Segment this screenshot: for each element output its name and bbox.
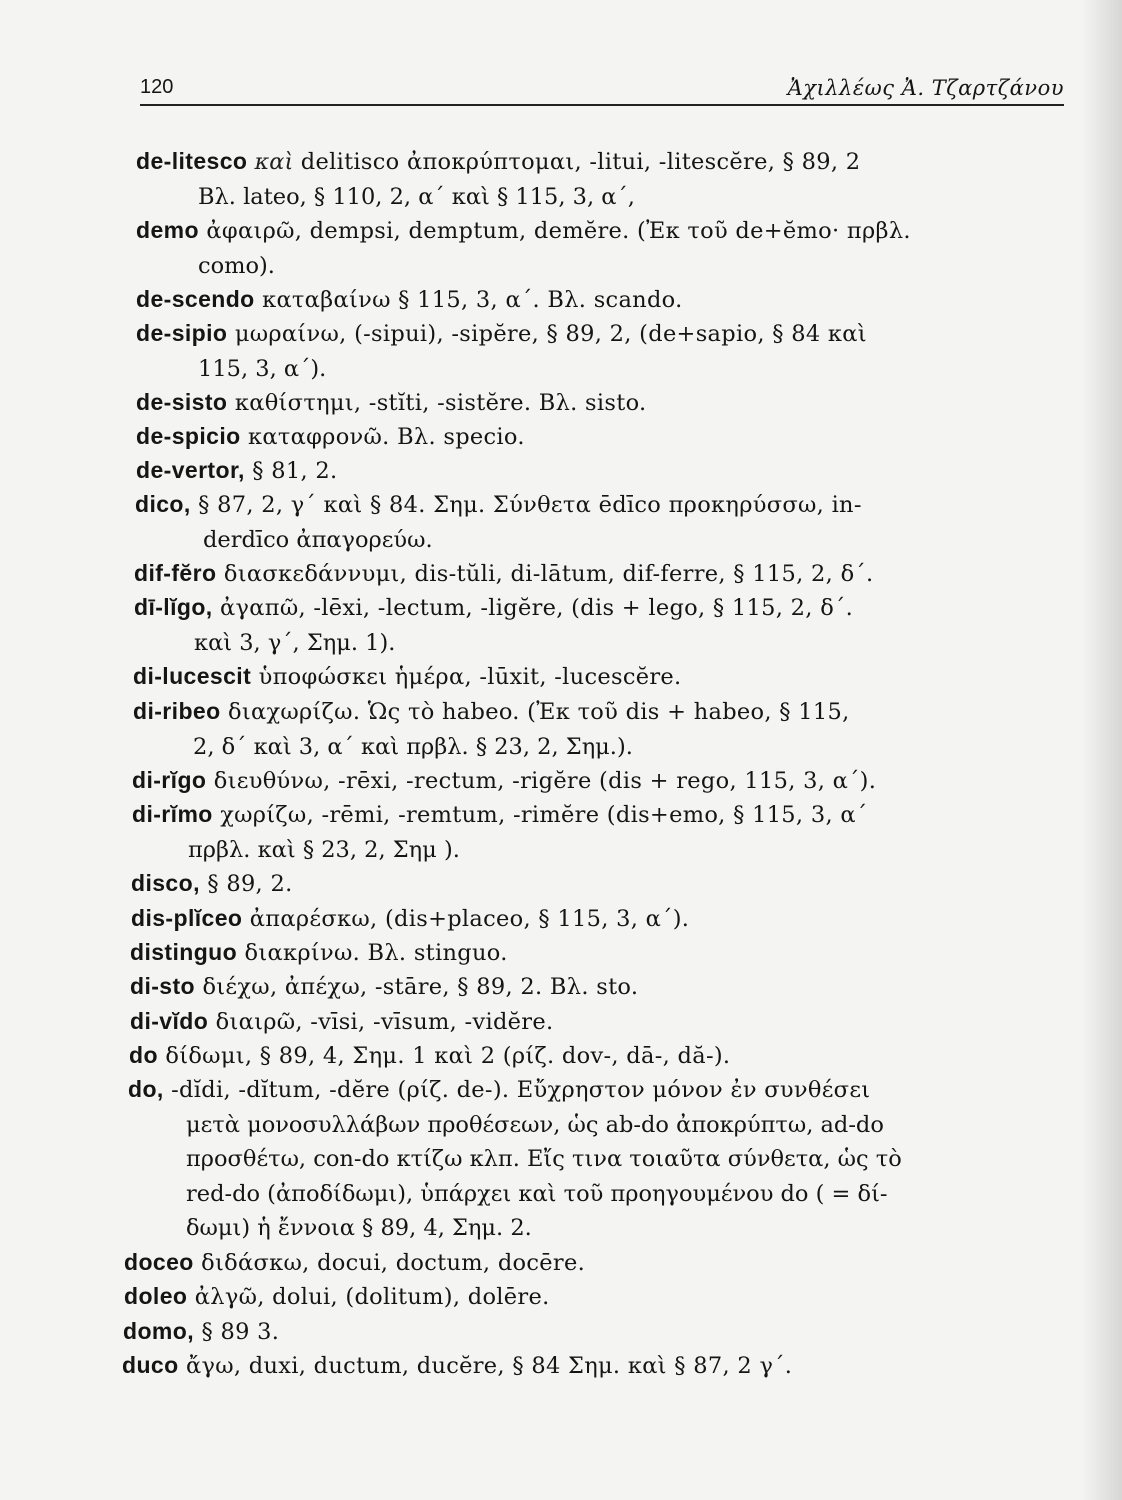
entry-text: § 89, 2. — [199, 871, 293, 897]
entry-text: ἀλγῶ, dolui, (dolitum), dolēre. — [187, 1284, 550, 1310]
headword: disco, — [131, 870, 200, 896]
entry-de-vertor — [136, 453, 1066, 489]
headword: de-litesco — [136, 148, 248, 174]
page-header — [140, 74, 1064, 106]
entry-text: καταβαίνω § 115, 3, α΄. Βλ. scando. — [254, 287, 683, 313]
headword: di-sto — [130, 973, 195, 999]
headword: do, — [128, 1076, 164, 1102]
entry-di-lucescit — [133, 659, 1063, 695]
entry-continuation: red-do (ἀποδίδωμι), ὑπάρχει καὶ τοῦ προηγουμένου do ( = δί- — [186, 1180, 888, 1207]
headword: do — [129, 1042, 158, 1068]
entry-text: καθίστημι, -stĭti, -sistĕre. Βλ. sisto. — [227, 390, 647, 416]
headword: duco — [122, 1352, 179, 1378]
entry-de-spicio — [136, 419, 1066, 455]
headword: dif-fĕro — [134, 560, 217, 586]
entry-doceo — [124, 1245, 1054, 1281]
entry-text: διασκεδάννυμι, dis-tŭli, di-lātum, dif-ferre, § 115, 2, δ΄. — [216, 561, 874, 587]
entry-text: δίδωμι, § 89, 4, Σημ. 1 καὶ 2 (ρίζ. dov-, dā-, dă-). — [157, 1043, 731, 1069]
headword: domo, — [123, 1318, 194, 1344]
entry-disco — [131, 866, 1061, 902]
entry-dis-pliceo — [131, 901, 1061, 937]
entry-text: ἀφαιρῶ, dempsi, demptum, demĕre. (Ἐκ τοῦ de+ĕmo· πρβλ. — [198, 218, 911, 244]
entry-text: καταφρονῶ. Βλ. specio. — [240, 424, 525, 450]
entry-text: § 81, 2. — [244, 458, 338, 484]
headword: de-vertor, — [136, 457, 245, 483]
running-head-author: Ἀχιλλέως Ἀ. Τζαρτζάνου — [787, 76, 1064, 100]
entry-di-rigo — [132, 763, 1062, 799]
entry-di-vido — [130, 1004, 1060, 1040]
entry-text: § 87, 2, γ΄ καὶ § 84. Σημ. Σύνθετα ēdīco προκηρύσσω, in- — [190, 492, 862, 518]
headword: distinguo — [130, 939, 238, 965]
headword: di-ribeo — [133, 698, 221, 724]
entry-text: διδάσκω, docui, doctum, docēre. — [193, 1250, 586, 1276]
entry-continuation: δωμι) ἡ ἔννοια § 89, 4, Σημ. 2. — [186, 1215, 532, 1241]
entry-de-sisto — [136, 385, 1066, 421]
entry-text: διέχω, ἀπέχω, -stāre, § 89, 2. Βλ. sto. — [195, 974, 639, 1000]
entry-di-ribeo — [133, 694, 1063, 764]
entry-dico — [135, 487, 1065, 557]
entry-dif-fero — [134, 556, 1064, 592]
entry-text: § 89 3. — [194, 1319, 280, 1345]
entry-continuation: πρβλ. καὶ § 23, 2, Σημ ). — [188, 836, 460, 863]
page-edge-shadow — [1082, 0, 1122, 1500]
entry-continuation: 115, 3, α΄). — [198, 355, 327, 382]
entry-duco — [122, 1348, 1052, 1384]
headword: de-sipio — [136, 320, 228, 346]
entry-continuation: 2, δ΄ καὶ 3, α΄ καὶ πρβλ. § 23, 2, Σημ.). — [193, 733, 633, 760]
entry-continuation: μετὰ μονοσυλλάβων προθέσεων, ὡς ab-do ἀποκρύπτω, ad-do — [186, 1111, 884, 1138]
headword: doleo — [124, 1283, 188, 1309]
entry-text: μωραίνω, (-sipui), -sipĕre, § 89, 2, (de+sapio, § 84 καὶ — [227, 321, 867, 347]
entry-do-compound — [128, 1072, 1058, 1246]
entry-text: ἀπαρέσκω, (dis+placeo, § 115, 3, α΄). — [242, 906, 690, 932]
entry-text: ὑποφώσκει ἡμέρα, -lūxit, -lucescĕre. — [251, 664, 682, 690]
entry-text: χωρίζω, -rēmi, -remtum, -rimĕre (dis+emo, § 115, 3, α΄ — [212, 802, 868, 828]
entry-text: delitisco ἀποκρύπτομαι, -litui, -litescĕre, § 89, 2 — [293, 149, 861, 175]
entry-de-sipio — [136, 316, 1066, 386]
entry-text: διακρίνω. Βλ. stinguo. — [237, 940, 508, 966]
headword: de-spicio — [136, 423, 241, 449]
headword: di-lucescit — [133, 663, 252, 689]
entry-greek: καὶ — [254, 149, 294, 175]
entry-di-sto — [130, 969, 1060, 1005]
entry-text: ἀγαπῶ, -lēxi, -lectum, -ligĕre, (dis + lego, § 115, 2, δ΄. — [212, 595, 854, 621]
page-number: 120 — [140, 76, 174, 98]
entry-di-ligo — [134, 590, 1064, 660]
entry-text: διαχωρίζω. Ὡς τὸ habeo. (Ἐκ τοῦ dis + habeo, § 115, — [220, 699, 850, 725]
entry-continuation: como). — [198, 252, 275, 279]
entry-continuation: Βλ. lateo, § 110, 2, α΄ καὶ § 115, 3, α΄, — [198, 183, 635, 210]
headword: doceo — [124, 1249, 194, 1275]
entry-demo — [136, 213, 1066, 283]
entry-continuation: derdīco ἀπαγορεύω. — [203, 526, 433, 553]
headword: di-vĭdo — [130, 1008, 209, 1034]
entry-do — [129, 1038, 1059, 1074]
entry-text: διαιρῶ, -vīsi, -vīsum, -vidĕre. — [208, 1009, 554, 1035]
headword: di-rĭmo — [132, 801, 213, 827]
entry-domo — [123, 1314, 1053, 1350]
entry-text: διευθύνω, -rēxi, -rectum, -rigĕre (dis + rego, 115, 3, α΄). — [206, 768, 877, 794]
headword: de-sisto — [136, 389, 228, 415]
entry-di-rimo — [132, 797, 1062, 867]
entry-de-litesco — [136, 144, 1066, 214]
headword: di-rĭgo — [132, 767, 207, 793]
headword: de-scendo — [136, 286, 255, 312]
entry-text: -dĭdi, -dĭtum, -dĕre (ρίζ. de-). Εὔχρηστον μόνον ἐν συνθέσει — [163, 1077, 871, 1103]
headword: dī-lĭgo, — [134, 594, 213, 620]
entry-continuation: καὶ 3, γ΄, Σημ. 1). — [194, 629, 396, 656]
entry-continuation: προσθέτω, con-do κτίζω κλπ. Εἴς τινα τοιαῦτα σύνθετα, ὡς τὸ — [186, 1146, 902, 1172]
headword: dis-plĭceo — [131, 905, 243, 931]
headword: dico, — [135, 491, 191, 517]
entry-doleo — [124, 1279, 1054, 1315]
headword: demo — [136, 217, 199, 243]
entry-distinguo — [130, 935, 1060, 971]
entry-de-scendo — [136, 282, 1066, 318]
entry-text: ἄγω, duxi, ductum, ducĕre, § 84 Σημ. καὶ § 87, 2 γ΄. — [178, 1353, 793, 1379]
